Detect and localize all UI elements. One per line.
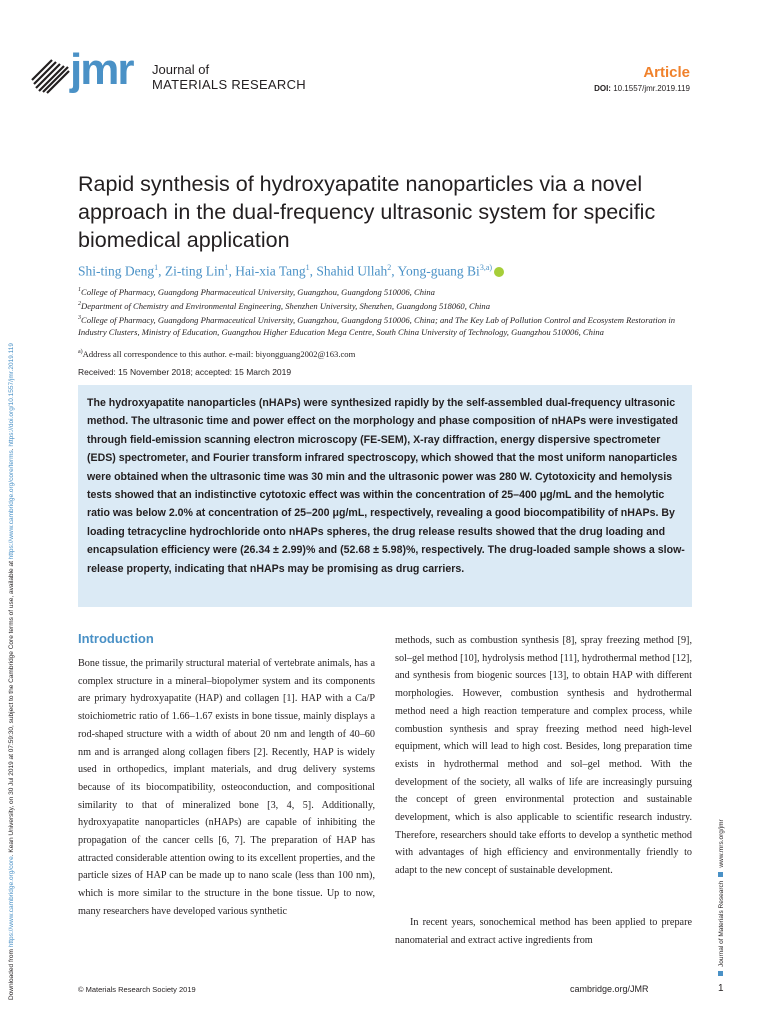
affiliation-sup: 1 xyxy=(78,287,81,293)
author-name[interactable]: Shahid Ullah xyxy=(316,263,388,279)
terms-link[interactable]: https://www.cambridge.org/core/terms xyxy=(8,450,15,560)
journal-logo: jmr xyxy=(70,45,133,94)
affiliation-text: Department of Chemistry and Environmental Engineering, Shenzhen University, Shenzhen, Guangdong 518060, China xyxy=(81,300,491,311)
journal-strip-url[interactable]: www.mrs.org/jmr xyxy=(718,819,725,868)
author-affiliation-sup: 3,a) xyxy=(479,263,493,272)
affiliation-text: College of Pharmacy, Guangdong Pharmaceutical University, Guangzhou, Guangdong 510006, China xyxy=(81,286,435,297)
correspondence-sup: a) xyxy=(78,349,83,356)
doi[interactable] xyxy=(594,84,690,93)
affiliation-sup: 3 xyxy=(78,314,81,321)
download-notice-strip xyxy=(8,343,15,1000)
body-column-right-paragraph-2: In recent years, sonochemical method has been applied to prepare nanomaterial and extract active ingredients from xyxy=(395,917,692,946)
body-column-left: Bone tissue, the primarily structural material of vertebrate animals, has a complex structure in a mineral–biopolymer system and its components are primary hydroxyapatite (HAP) and collagen [1]. HAP with a Ca/P stoichiometric ratio of 1.66–1.67 exists in bone tissue, mainly displays a rod-shaped structure with a width of about 20 nm and length of 40–60 nm and is arranged along collagen fibers [2]. Recently, HAP is widely used in orthopedics, implant materials, and drug delivery systems because of its biocompatibility, osteoconduction, and compositional similarity to that of mineralized bone [3, 4, 5]. Additionally, hydroxyapatite nanoparticles (nHAPs) are capable of inhibiting the propagation of the cancer cells [6, 7]. The preparation of HAP has attracted considerable attention owing to its excellent properties, and the particle sizes of HAP can be made up to nano scale (less than 100 nm), which is more similar to the structure in the bone tissue. Up to now, many researchers have developed various synthetic xyxy=(78,658,375,917)
correspondence-note xyxy=(78,349,698,359)
affiliation-text: College of Pharmacy, Guangdong Pharmaceutical University, Guangzhou, Guangdong 510006, China; and The Key Lab of Pollution Control and Ecosystem Restoration in Industry Clusters, Ministry of Education, Guangzhou Higher Education Mega Centre, South China University of Technology, Guangzhou 510006, China xyxy=(78,314,676,337)
doi-label: DOI: xyxy=(594,84,611,93)
journal-side-strip xyxy=(718,819,725,980)
author-affiliation-sup: 1 xyxy=(224,263,229,272)
affiliations xyxy=(78,284,698,338)
correspondence-text: Address all correspondence to this author. e-mail: biyongguang2002@163.com xyxy=(82,349,356,359)
footer-copyright: © Materials Research Society 2019 xyxy=(78,985,196,994)
author-name[interactable]: Yong-guang Bi xyxy=(397,263,480,279)
journal-strip-name: Journal of Materials Research xyxy=(718,880,725,967)
body-column-right-paragraph-1: methods, such as combustion synthesis [8], spray freezing method [9], sol–gel method [10], hydrolysis method [11], hydrothermal method [12], and synthesis from biogenic sources [13], to obtain HAP with different morphologies. However, combustion synthesis and hydrothermal method need a high reaction temperature and complex process, while combustion synthesis and spray freezing method need high-level equipment, which will lead to high cost. Besides, long preparation time exists in hydrothermal method and sol–gel method. With the development of the society, all walks of life are increasingly pursuing the concept of green environmental protection and sustainable development, which is also applicable to scientific research industry. Therefore, researchers should take efforts to develop a synthetic method with advantages of high efficiency and environmentally friendly to adapt to the new concept of sustainable development. xyxy=(395,635,692,877)
affiliation-item xyxy=(78,284,698,298)
page-number: 1 xyxy=(718,983,724,994)
doi-link[interactable]: https://doi.org/10.1557/jmr.2019.119 xyxy=(8,342,15,447)
download-notice-suffix: . xyxy=(8,446,15,451)
author-name[interactable]: Zi-ting Lin xyxy=(164,263,225,279)
orcid-icon[interactable] xyxy=(494,267,504,277)
doi-value[interactable]: 10.1557/jmr.2019.119 xyxy=(613,84,690,93)
section-heading-introduction: Introduction xyxy=(78,631,154,646)
download-notice-prefix: Downloaded from xyxy=(8,947,15,1000)
author-affiliation-sup: 1 xyxy=(305,263,310,272)
received-dates: Received: 15 November 2018; accepted: 15 March 2019 xyxy=(78,367,292,377)
article-type-label: Article xyxy=(643,64,690,81)
article-title: Rapid synthesis of hydroxyapatite nanoparticles via a novel approach in the dual-frequency ultrasonic system for specific biomedical application xyxy=(78,172,656,252)
journal-logo-stripes xyxy=(30,50,70,94)
affiliation-item xyxy=(78,298,698,312)
footer-site-link[interactable]: cambridge.org/JMR xyxy=(570,984,649,994)
affiliation-item xyxy=(78,312,698,338)
author-affiliation-sup: 1 xyxy=(154,263,159,272)
author-name[interactable]: Hai-xia Tang xyxy=(235,263,306,279)
cambridge-core-link[interactable]: https://www.cambridge.org/core xyxy=(8,856,15,948)
author-list: Shi-ting Deng$^1$, Zi-ting Lin$^1$, Hai-xia Tang$^1$, Shahid Ullah$^2$, Yong-guang Bi$^{3,a)}$ xyxy=(78,263,698,280)
journal-name xyxy=(152,62,306,92)
abstract-text: The hydroxyapatite nanoparticles (nHAPs) were synthesized rapidly by the self-assembled dual-frequency ultrasonic method. The ultrasonic time and power effect on the morphology and phase composition of nHAPs were investigated through field-emission scanning electron microscopy (FE-SEM), X-ray diffraction, energy dispersive spectrometer (EDS) spectrometer, and Fourier transform infrared spectroscopy, which showed that the most uniform nanoparticles were obtained when the ultrasonic time was 30 min and the ultrasonic power was 280 W. Cytotoxicity and hemolysis tests showed that an indistinctive cytotoxic effect was within the concentration of 25–400 μg/mL and the hemolytic ratio was below 2.0% at concentration of 25–200 μg/mL, respectively, revealing a good biocompatibility of nHAPs. By loading tetracycline hydrochloride onto nHAPs spheres, the drug release results showed that the drug loading and encapsulation efficiency were (26.34 ± 2.99)% and (52.68 ± 5.98)%, respectively. The drug-loaded sample shows a slow-release property, indicating that nHAPs may be promising as drug carriers. xyxy=(87,397,685,575)
author-affiliation-sup: 2 xyxy=(387,263,392,272)
affiliation-sup: 2 xyxy=(78,300,81,307)
journal-name-line1: Journal of xyxy=(152,62,210,77)
author-name[interactable]: Shi-ting Deng xyxy=(78,263,155,279)
square-bullet-icon xyxy=(718,971,723,976)
download-notice-middle: . Kean University, on 30 Jul 2019 at 07:59:30, subject to the Cambridge Core terms of use, available at xyxy=(8,559,15,857)
square-bullet-icon xyxy=(718,872,723,877)
journal-name-line2: MATERIALS RESEARCH xyxy=(152,77,306,92)
